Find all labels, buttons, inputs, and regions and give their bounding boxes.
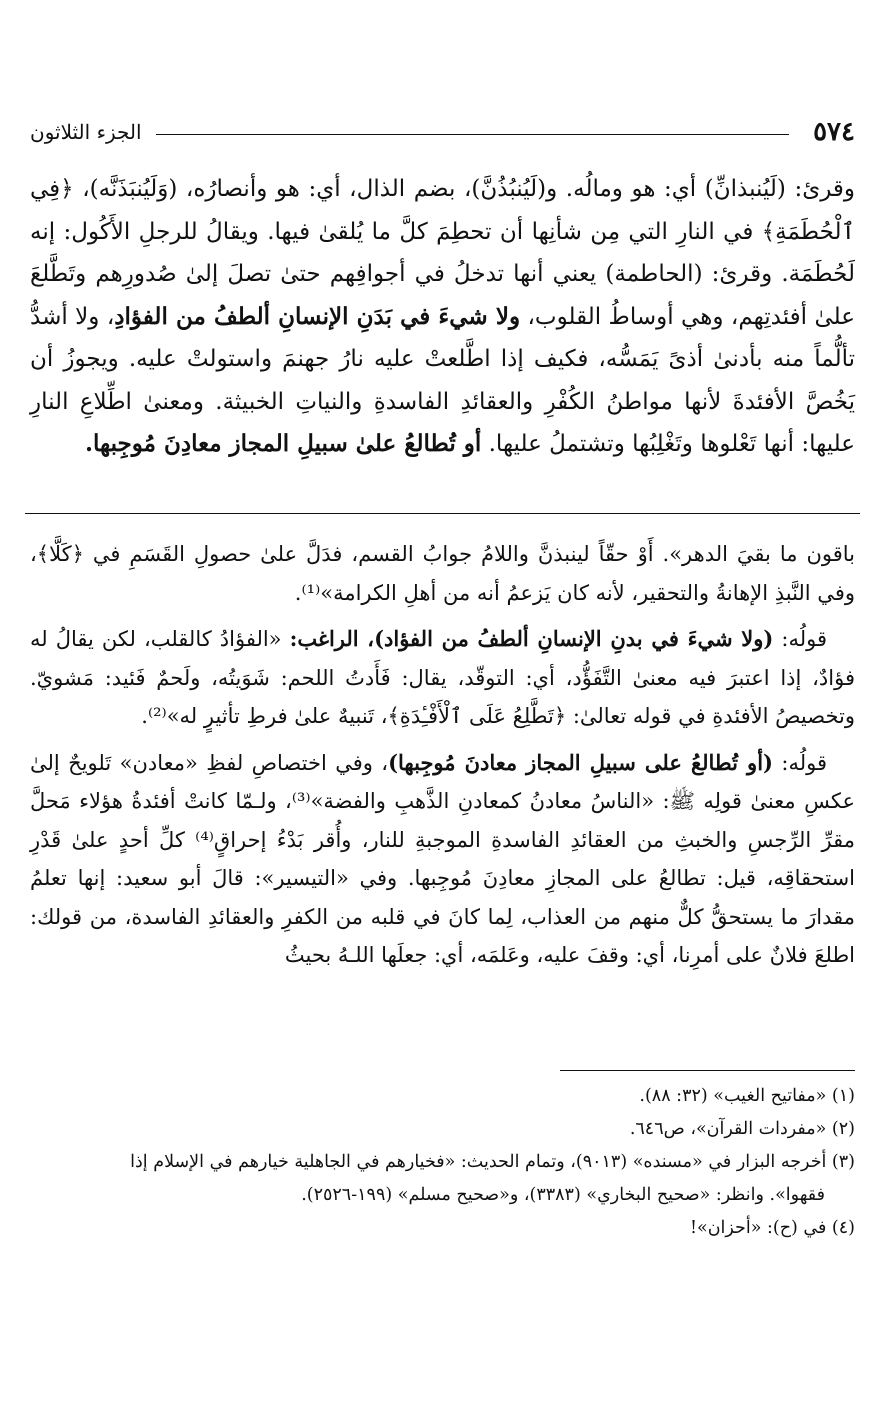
footnote-rule <box>560 1070 855 1071</box>
running-header <box>30 112 855 152</box>
commentary-paragraph <box>30 620 855 736</box>
commentary-quote: (أو تُطالعُ على سبيلِ المجاز معادنَ مُوجِبها) <box>388 749 773 775</box>
commentary-lead: قولُه: <box>772 750 828 775</box>
footnote-3-continued: فقهوا». وانظر: «صحيح البخاري» (٣٣٨٣)، و«صحيح مسلم» (١٩٩-٢٥٢٦). <box>301 1185 825 1205</box>
commentary-text: ، وفي اختصاصِ لفظِ «معادن» تَلويحٌ إلىٰ عكسِ معنىٰ قولِه ﷺ: «الناسُ معادنُ كمعادنِ الذَّهبِ والفضة»⁽³⁾، ولـمّا كانتْ أفئدةُ هؤلاء مَحلَّ مقرِّ الرِّجسِ والخبثِ من العقائدِ الفاسدةِ الموجبةِ للنار، وأُقر بَدْءُ إحراقٍ⁽⁴⁾ كلِّ أحدٍ علىٰ قَدْرِ استحقاقِه، قيل: تطالعُ على المجازِ معادِنَ مُوجِبها. وفي «التيسير»: قالَ أبو سعيد: إنها تعلمُ مقدارَ ما يستحقُّ كلٌّ منهم من العذاب، لِما كانَ في قلبه من الكفرِ والعقائدِ الفاسدة، من قولك: اطلعَ فلانٌ على أمرِنا، أي: وقفَ عليه، وعَلمَه، أي: جعلَها اللـهُ بحيثُ <box>30 750 855 967</box>
main-text <box>30 168 855 466</box>
main-text-segment: وقرئ: (لَيُنبذانِّ) أي: هو ومالُه. و(لَيُنبُذُنَّ)، بضم الذال، أي: هو وأنصارُه، (وَلَيُنبَذَنَّه)، ﴿فِي ٱلْحُطَمَةِ﴾ في النارِ التي مِن شأنِها أن تحطِمَ كلَّ ما يُلقىٰ فيها. ويقالُ للرجلِ الأَكُول: إنه لَحُطَمَة. وقرئ: (الحاطمة) يعني أنها تدخلُ في أجوافِهم حتىٰ تصلَ إلىٰ صُدورِهم وتَطَّلعَ علىٰ أفئدتِهم، وهي أوساطُ القلوب، <box>30 176 855 330</box>
commentary-quote: (ولا شيءَ في بدنِ الإنسانِ ألطفُ من الفؤاد)، الراغب: <box>289 626 774 651</box>
commentary-lead: قولُه: <box>773 627 827 651</box>
footnote-3: (٣) أخرجه البزار في «مسنده» (٩٠١٣)، وتمام الحديث: «فخيارهم في الجاهلية خيارهم في الإسلام إذا <box>130 1152 855 1172</box>
main-text-bold: أو تُطالعُ علىٰ سبيلِ المجاز معادِنَ مُوجِبها. <box>84 430 482 457</box>
commentary-paragraph <box>30 744 855 975</box>
footnote-4: (٤) في (ح): «أحزان»! <box>689 1218 855 1238</box>
footnote-2: (٢) «مفردات القرآن»، ص٦٤٦. <box>629 1119 855 1139</box>
part-title: الجزء الثلاثون <box>30 120 142 144</box>
main-text-segment: ، ولا أشدُّ تألُّماً منه بأدنىٰ أذىً يَمَسُّه، فكيف إذا اطَّلعتْ عليه نارُ جهنمَ واستولتْ عليه. ويجوزُ أن يَخُصَّ الأفئدةَ لأنها مواطنُ الكُفْرِ والعقائدِ الفاسدةِ والنياتِ الخبيثة. ومعنىٰ اطِّلاعِ النارِ عليها: أنها تَعْلوها وتَغْلِبُها وتشتملُ عليها. <box>30 303 855 457</box>
footnote-1: (١) «مفاتيح الغيب» (٣٢: ٨٨). <box>639 1086 855 1106</box>
main-text-bold: ولا شيءَ في بَدَنِ الإنسانِ ألطفُ من الفؤادِ <box>114 302 521 330</box>
section-divider <box>25 513 860 514</box>
commentary-paragraph: باقون ما بقيَ الدهر». أَوْ حقّاً لينبذنَّ واللامُ جوابُ القسم، فدَلَّ علىٰ حصولِ القَسَمِ في ﴿كَلَّا﴾، وفي النَّبذِ الإهانةُ والتحقير، لأنه كان يَزعمُ أنه من أهلِ الكرامة»⁽¹⁾. <box>30 542 855 605</box>
page-number: ٥٧٤ <box>813 117 855 147</box>
commentary-text: «الفؤادُ كالقلب، لكن يقالُ له فؤادٌ، إذا اعتبرَ فيه معنىٰ التَّفَؤُّد، أي: التوقّد، يقال: فَأَدتُ اللحم: شَوَيتُه، ولَحمٌ فَئيد: مَشويّ. وتخصيصُ الأفئدةِ في قوله تعالىٰ: ﴿تَطَّلِعُ عَلَى ٱلْأَفْـِٔدَةِ﴾، تَنبيهٌ علىٰ فرطِ تأثيرٍ له»⁽²⁾. <box>30 627 855 728</box>
header-rule <box>156 134 790 135</box>
commentary <box>30 535 855 975</box>
main-paragraph <box>30 168 855 466</box>
footnotes <box>30 1080 855 1245</box>
